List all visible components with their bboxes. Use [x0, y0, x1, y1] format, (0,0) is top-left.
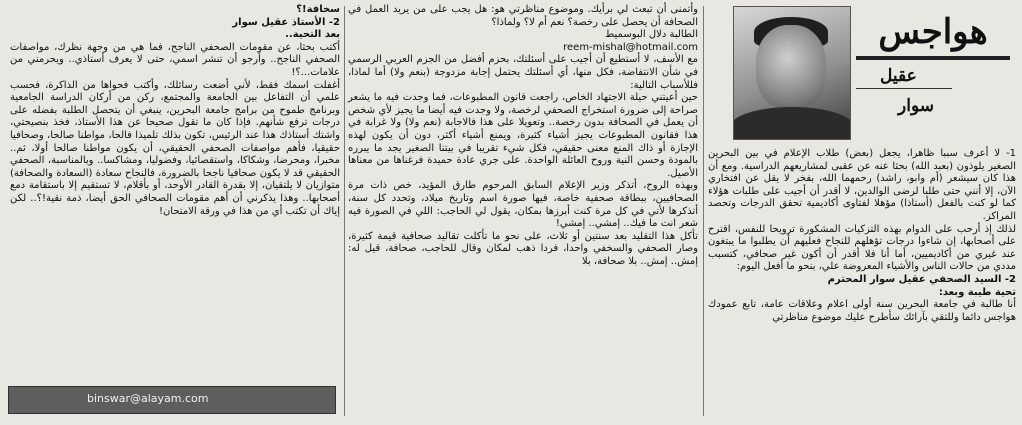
author-divider	[856, 88, 952, 89]
column-title: هواجس	[878, 12, 988, 52]
letter-signature: الطالبة دلال البوسميط	[605, 29, 698, 41]
article-column-left	[10, 4, 340, 218]
paragraph: وبهذه الروح، أتذكر وزير الإعلام السابق المرحوم طارق المؤيد، خص ذات مرة الصحافيين، ببطاقة صحفية خاصة، فيها صورة اسم وتاريخ ميلاد، وتحدد كل سنة، أتذكرها لأني في كل مرة كنت أبرزها بمكان، يقول لي الحاجب: اللي في الصورة فيه شعر انت ما فيك.. إمشي.. إمشي!	[348, 180, 698, 230]
paragraph: أغفلت اسمك فقط، لأني أضعت رسائلك، وأكتب فحواها من الذاكرة، فحسب علمي أن التفاعل بين الجامعة والمجتمع، ركن من أركان الدراسة الجامعية وبرنامج طموح من برامج جامعة البحرين، ينبغي أن يتحصل الطلبة بفضله على درجات ترفع شأنهم. فإذا كان ما تقول صحيحا عن هذا الأستاذ، فخذ بنصيحتي، واشتك أستاذك هذا عند الرئيس، تكون بذلك تلميذا فالحا، مواطنا صالحا، وصحافيا حقيقيا، فأهم مواصفات الصحفي الحقيقي، أن يكون مواطنا صالحا أولا، ثم.. مخبرا، ومحرضا، وشكاكا، واستقصائيا، وفضوليا، ومشاكسا.. وبالمناسبة، الصحفي الحقيقي قد لا يكون صحافيا ناجحا بالضرورة، فالنجاح سعادة (السعادة والصحافة) متوازيان لا يلتقيان، إلا بقدرة القادر الأوحد، أو بأقلام، لا تستقيم إلا باستقامة دمع أصحابها.. وهذا يذكرني أن أهم مقومات الصحافي الحق أيضا، ذمة نقية!؟.. لكن إياك أن تكتب أي من هذا في ورقة الامتحان!	[10, 79, 340, 217]
paragraph-heading: سخافة!؟	[296, 4, 340, 15]
paragraph: حين أعيتني حيلة الاجتهاد الخاص، راجعت قانون المطبوعات، فما وجدت فيه ما يشعر صراحة إلى ضرورة استخراج الصحفي لرخصة، ولا وجدت فيه أيضا ما يجيز لأي شخص أن يعمل في الصحافة بدون رخصة.. وتعويلا على هذا فالاجابة (نعم ولا) ولا غرابة في هذا فقانون المطبوعات يجيز أشياء كثيرة، ويمنع أشياء أكثر، دون أن يكون لهذه الإجازة أو ذاك المنع معنى حقيقي، فكل شيء تقريبا في بيتنا الصغير يجد ما يبرره بالمودة وحسن النية وروح العائلة الواحدة. على جري عادة حميدة فرغناها من معناها الأصيل.	[348, 92, 698, 179]
title-underline	[856, 56, 1010, 60]
paragraph: مع الأسف، لا أستطيع أن أجيب على أسئلتك، بحزم أفضل من الجزم العربي الرسمي في شأن الانتفاضة، فكل منها، أي أسئلتك يحتمل إجابة مزدوجة (بنعم ولا) أما لماذا، فللأسباب التالية:	[348, 54, 698, 91]
letter-greeting: تحية طيبة وبعد:	[938, 286, 1016, 298]
letter-greeting: بعد التحية..	[285, 29, 340, 41]
paragraph: تأكل هذا التقليد بعد سنتين أو ثلاث، على نحو ما تأكلت تقاليد صحافية قيمة كثيرة، وصار الصحفي والسخفي واحدا، فردا ذهب لمكان وقال للحاجب، صحافة، قيل له: إمش.. إمش.. بلا صحافة، بلا	[348, 230, 698, 267]
author-first-name: عقيل	[880, 66, 917, 86]
article-column-middle	[348, 4, 698, 268]
author-last-name: سوار	[898, 96, 934, 116]
letter-salutation: 2- السيد الصحفي عقيل سوار المحترم	[827, 273, 1016, 285]
column-divider-right	[703, 6, 704, 416]
letter-email[interactable]: reem-mishal@hotmail.com	[563, 41, 698, 53]
author-email[interactable]: binswar@alayam.com	[87, 392, 209, 405]
author-photo-shoulders	[733, 107, 851, 140]
paragraph: أنا طالبة في جامعة البحرين سنة أولى اعلام وعلاقات عامة، تابع عمودك هواجس دائما وللتقي بآرائك سأطرح عليك موضوع مناظرتي	[708, 299, 1016, 323]
author-photo	[733, 6, 851, 140]
letter-salutation: 2- الأستاذ عقيل سوار	[232, 16, 340, 28]
paragraph: أكتب بحثا، عن مقومات الصحفي الناجح، فما هي من وجهة نظرك، مواصفات الصحفي الناجح.. وأرجو أن تنشر اسمي، حتى لا يعرف أستاذي.. ويحرمني من علامات...؟!	[10, 41, 340, 78]
author-photo-face	[756, 25, 826, 109]
article-column-right	[708, 148, 1016, 324]
author-email-banner	[8, 386, 336, 414]
paragraph: لذلك إذ أرحب على الدوام بهذه التزكيات المشكورة ترويحا للنفس، اقترح على أصحابها، إن شاءوا درجات تؤهلهم للنجاح فعليهم أن يطلبوا ما يبتغون عند غيري من أكاديميين، أما أنا فلا أقدر أن أكون غير صحافي، كتسبب مددي من حالات الناس والأشياء المعروضة علي، بنحو ما أفعل اليوم:	[708, 223, 1016, 273]
paragraph: 1- لا أعرف سببا ظاهرا، يجعل (بعض) طلاب الإعلام في بين البحرين الصغير يلوذون (بعبد الله) بحثا عنه عن عقبى لمشاريعهم الدراسية. ومع أن هذا كان سيشعر (أم وابو، راشد) رحمهما الله، بفخر لا يقل عن افتخاري الآن، إلا أنني حتى طلبا لرضى الوالدين، لا أقدر أن أجيب على طلبات هؤلاء كما لو كنت بالفعل (أستاذا) مؤهلا لفتاوى أكاديمية تحقق الدرجات وتحصد المراكز.	[708, 148, 1016, 222]
paragraph: وأتمنى أن تبعث لي برأيك. وموضوع مناظرتي هو: هل يجب على من يريد العمل في الصحافة أن يحصل على رخصة؟ نعم أم لا؟ ولماذا؟	[348, 4, 698, 28]
column-divider-left	[344, 6, 345, 416]
